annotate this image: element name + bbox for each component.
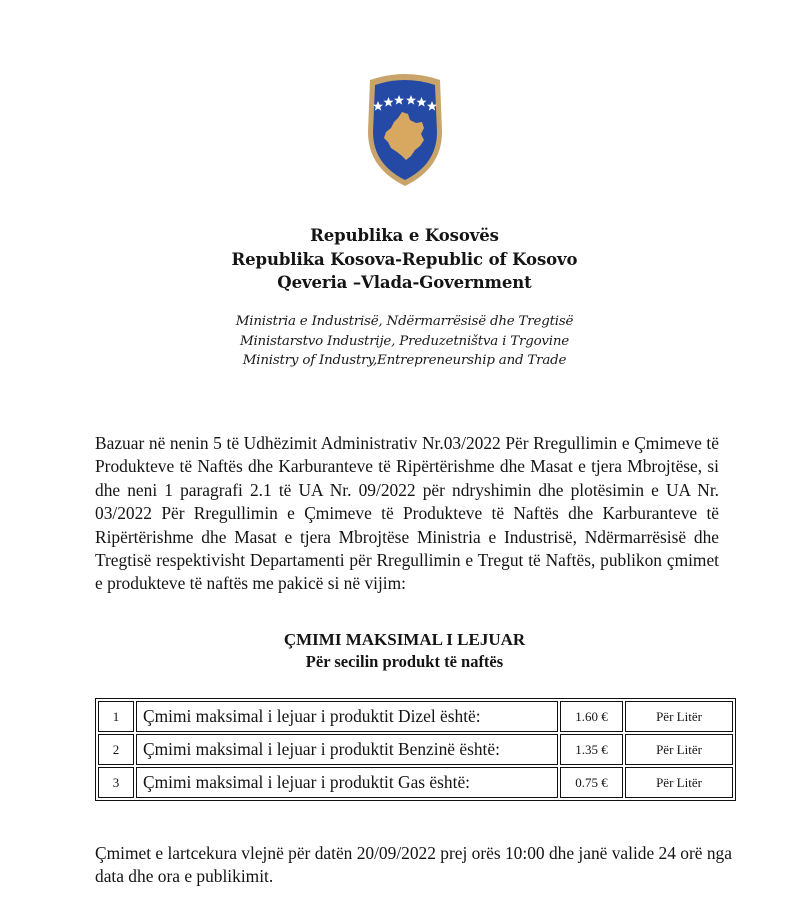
- price-unit: Për Litër: [625, 734, 733, 765]
- table-row: [98, 701, 733, 732]
- product-description: Çmimi maksimal i lejuar i produktit Dizel është:: [136, 701, 558, 732]
- price-unit: Për Litër: [625, 767, 733, 798]
- government-title-serbian-english: Republika Kosova-Republic of Kosovo: [231, 249, 578, 269]
- row-number: 2: [98, 734, 134, 765]
- government-title-government: Qeveria –Vlada-Government: [277, 273, 532, 292]
- section-title: ÇMIMI MAKSIMAL I LEJUAR: [283, 630, 526, 649]
- product-price: 1.60 €: [560, 701, 623, 732]
- ministry-titles: [0, 312, 809, 371]
- section-subtitle: Për secilin produkt të naftës: [305, 652, 504, 671]
- validity-note: Çmimet e lartcekura vlejnë për datën 20/09/2022 prej orës 10:00 dhe janë valide 24 orë nga data dhe ora e publikimit.: [95, 843, 732, 887]
- legal-basis-paragraph: Bazuar në nenin 5 të Udhëzimit Administrativ Nr.03/2022 Për Rregullimin e Çmimeve të Produkteve të Naftës dhe Karburanteve të Ripërtërishme dhe Masat e tjera Mbrojtëse, si dhe neni 1 paragrafi 2.1 të UA Nr. 09/2022 për ndryshimin dhe plotësimin e UA Nr. 03/2022 Për Rregullimin e Çmimeve të Produkteve të Naftës dhe Karburanteve të Ripërtërishme dhe Masat e tjera Mbrojtëse Ministria e Industrisë, Ndërmarrësisë dhe Tregtisë respektivisht Departamenti për Rregullimin e Tregut të Naftës, publikon çmimet e produkteve të naftës me pakicë si në vijim:: [95, 433, 719, 594]
- row-number: 1: [98, 701, 134, 732]
- price-table: [95, 698, 736, 801]
- kosovo-coat-of-arms-icon: [364, 70, 446, 188]
- product-description: Çmimi maksimal i lejuar i produktit Benzinë është:: [136, 734, 558, 765]
- government-title-albanian: Republika e Kosovës: [310, 226, 499, 245]
- product-description: Çmimi maksimal i lejuar i produktit Gas është:: [136, 767, 558, 798]
- price-unit: Për Litër: [625, 701, 733, 732]
- ministry-title-albanian: Ministria e Industrisë, Ndërmarrësisë dhe Tregtisë: [235, 314, 574, 329]
- row-number: 3: [98, 767, 134, 798]
- government-titles: [0, 224, 809, 295]
- product-price: 1.35 €: [560, 734, 623, 765]
- product-price: 0.75 €: [560, 767, 623, 798]
- ministry-title-english: Ministry of Industry,Entrepreneurship and Trade: [242, 353, 567, 368]
- ministry-title-serbian: Ministarstvo Industrije, Preduzetništva i Trgovine: [239, 333, 570, 349]
- section-heading: [0, 629, 809, 673]
- table-row: [98, 734, 733, 765]
- table-row: [98, 767, 733, 798]
